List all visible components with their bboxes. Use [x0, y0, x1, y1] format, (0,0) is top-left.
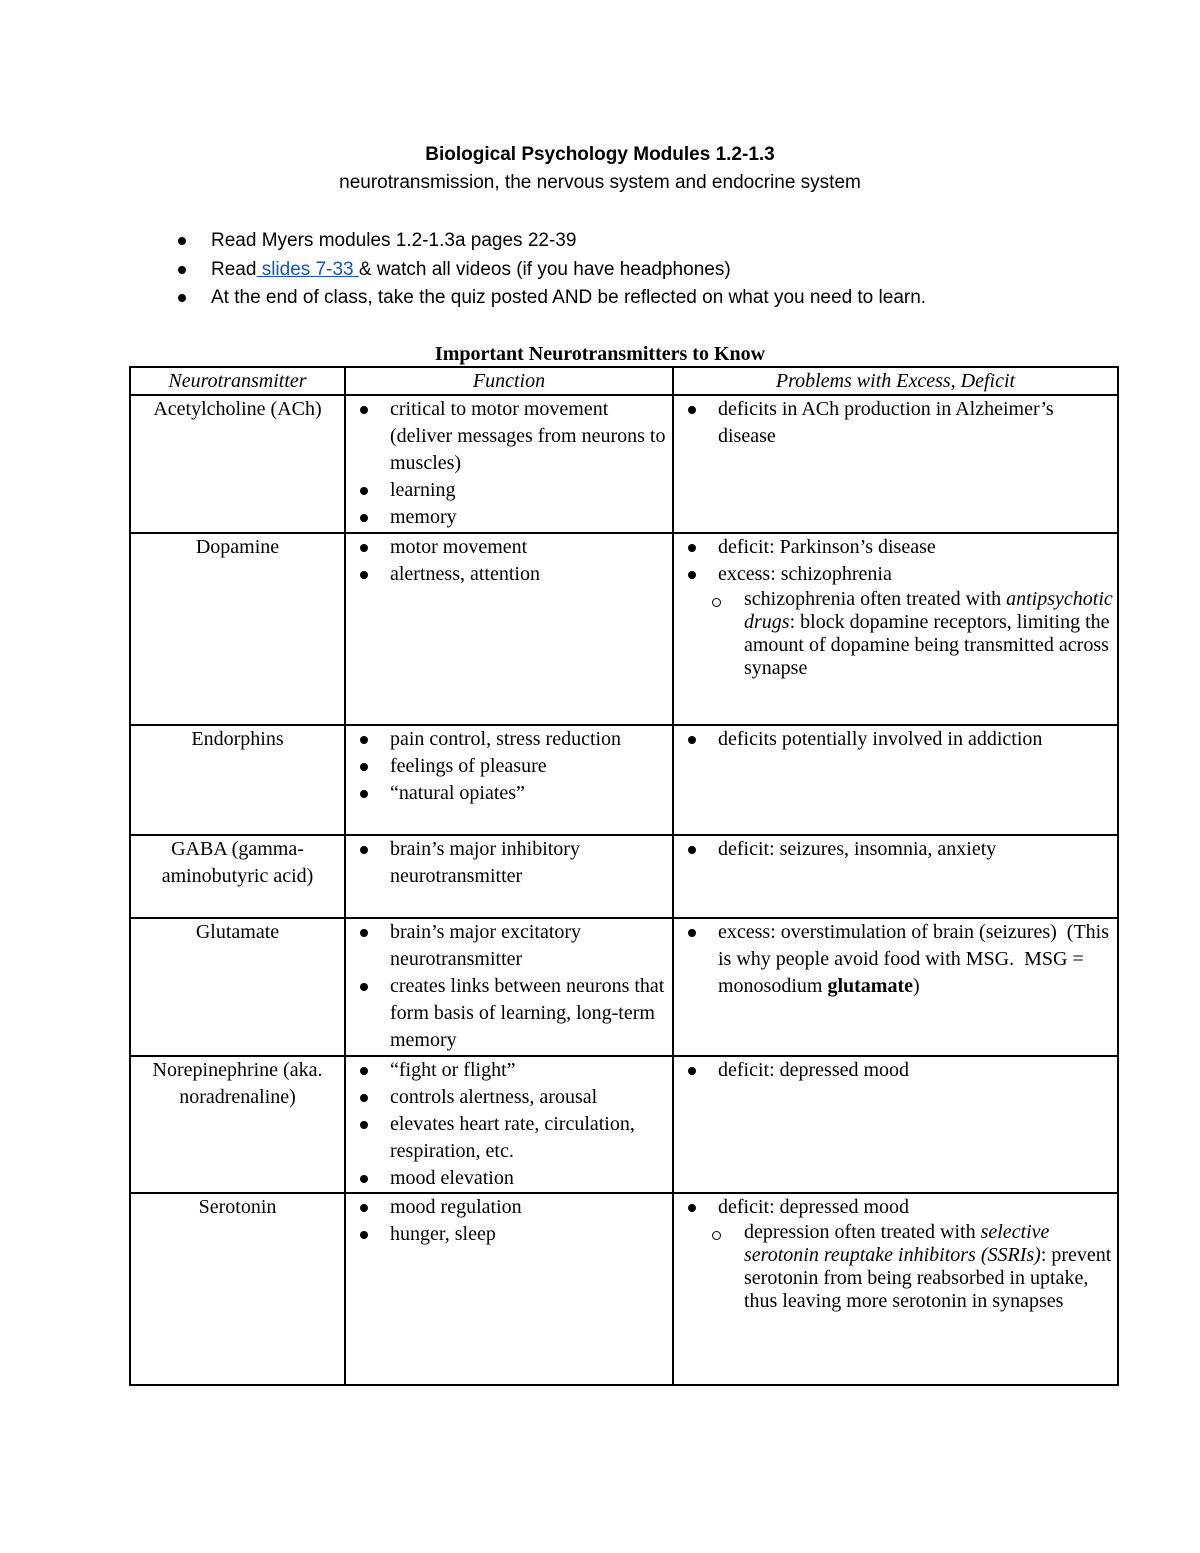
problems-cell [673, 725, 1118, 835]
list-item: learning [390, 477, 668, 504]
list-item [718, 1194, 1113, 1221]
function-cell [345, 835, 673, 918]
list-item-text: excess: overstimulation of brain (seizures) (This is why people avoid food with MSG. MSG = monosodium [718, 921, 1114, 997]
list-item: brain’s major excitatory neurotransmitter [390, 919, 668, 973]
instruction-item [172, 284, 926, 313]
instructions-list [172, 227, 926, 313]
function-cell [345, 1193, 673, 1385]
problems-cell [673, 835, 1118, 918]
table-row [130, 1193, 1118, 1385]
function-cell [345, 533, 673, 725]
list-item: critical to motor movement (deliver messages from neurons to muscles) [390, 396, 668, 477]
list-item: elevates heart rate, circulation, respiration, etc. [390, 1111, 668, 1165]
list-item: deficit: depressed mood [718, 1057, 1113, 1084]
list-item-text: excess: schizophrenia [718, 563, 892, 585]
slides-link[interactable]: slides 7-33 [256, 258, 359, 280]
neurotransmitter-name: Acetylcholine (ACh) [130, 395, 345, 533]
sub-italic-term: selective serotonin reuptake inhibitors (SSRIs) [744, 1221, 1050, 1266]
problems-cell [673, 1056, 1118, 1193]
list-item: memory [390, 504, 668, 531]
list-item [718, 561, 1113, 588]
function-cell [345, 918, 673, 1056]
list-item-text: ) [913, 975, 920, 997]
sub-text: depression often treated with [744, 1221, 981, 1243]
sub-text: schizophrenia often treated with [744, 588, 1007, 610]
list-item-text: deficit: depressed mood [718, 1196, 910, 1218]
table-row [130, 835, 1118, 918]
header-neurotransmitter: Neurotransmitter [130, 367, 345, 395]
list-item: deficit: Parkinson’s disease [718, 534, 1113, 561]
table-row [130, 918, 1118, 1056]
table-row [130, 1056, 1118, 1193]
list-item: controls alertness, arousal [390, 1084, 668, 1111]
sub-text: : prevent serotonin from being reabsorbed in uptake, thus leaving more serotonin in synapses [744, 1244, 1112, 1312]
document-title: Biological Psychology Modules 1.2-1.3 [425, 144, 775, 165]
neurotransmitter-name: Glutamate [130, 918, 345, 1056]
list-item: alertness, attention [390, 561, 668, 588]
function-cell [345, 395, 673, 533]
table-row [130, 533, 1118, 725]
neurotransmitter-table [129, 366, 1119, 1386]
list-item: deficit: seizures, insomnia, anxiety [718, 836, 1113, 863]
header-function: Function [345, 367, 673, 395]
list-item: mood regulation [390, 1194, 668, 1221]
document-subtitle: neurotransmission, the nervous system and endocrine system [339, 172, 861, 193]
instruction-item [172, 256, 926, 285]
function-cell [345, 1056, 673, 1193]
instruction-item [172, 227, 926, 256]
table-row [130, 395, 1118, 533]
instruction-text: Read [211, 258, 257, 280]
list-item: “fight or flight” [390, 1057, 668, 1084]
list-item: deficits in ACh production in Alzheimer’s disease [718, 396, 1113, 450]
list-item: creates links between neurons that form basis of learning, long-term memory [390, 973, 668, 1054]
list-item: pain control, stress reduction [390, 726, 668, 753]
list-item [718, 919, 1113, 1000]
neurotransmitter-name: Endorphins [130, 725, 345, 835]
problems-cell [673, 395, 1118, 533]
problems-cell [673, 1193, 1118, 1385]
instruction-text: At the end of class, take the quiz posted AND be reflected on what you need to learn. [211, 287, 927, 308]
list-item: deficits potentially involved in addiction [718, 726, 1113, 753]
list-item: mood elevation [390, 1165, 668, 1192]
function-cell [345, 725, 673, 835]
list-item: brain’s major inhibitory neurotransmitter [390, 836, 668, 890]
sub-text: : block dopamine receptors, limiting the amount of dopamine being transmitted across synapse [744, 611, 1110, 679]
table-row [130, 725, 1118, 835]
problems-cell [673, 533, 1118, 725]
neurotransmitter-name: GABA (gamma-aminobutyric acid) [130, 835, 345, 918]
list-item: hunger, sleep [390, 1221, 668, 1248]
list-item: “natural opiates” [390, 780, 668, 807]
table-title: Important Neurotransmitters to Know [434, 343, 766, 365]
sub-list-item [744, 588, 1117, 680]
instruction-text: Read Myers modules 1.2-1.3a pages 22-39 [211, 230, 577, 251]
bold-term: glutamate [827, 975, 913, 997]
table-header-row [130, 367, 1118, 395]
neurotransmitter-name: Dopamine [130, 533, 345, 725]
neurotransmitter-name: Serotonin [130, 1193, 345, 1385]
sub-list-item [744, 1221, 1117, 1313]
list-item: feelings of pleasure [390, 753, 668, 780]
problems-cell [673, 918, 1118, 1056]
neurotransmitter-name: Norepinephrine (aka. noradrenaline) [130, 1056, 345, 1193]
header-problems: Problems with Excess, Deficit [673, 367, 1118, 395]
instruction-text: & watch all videos (if you have headphones) [358, 258, 731, 280]
list-item: motor movement [390, 534, 668, 561]
sub-italic-term: antipsychotic drugs [744, 588, 1113, 633]
